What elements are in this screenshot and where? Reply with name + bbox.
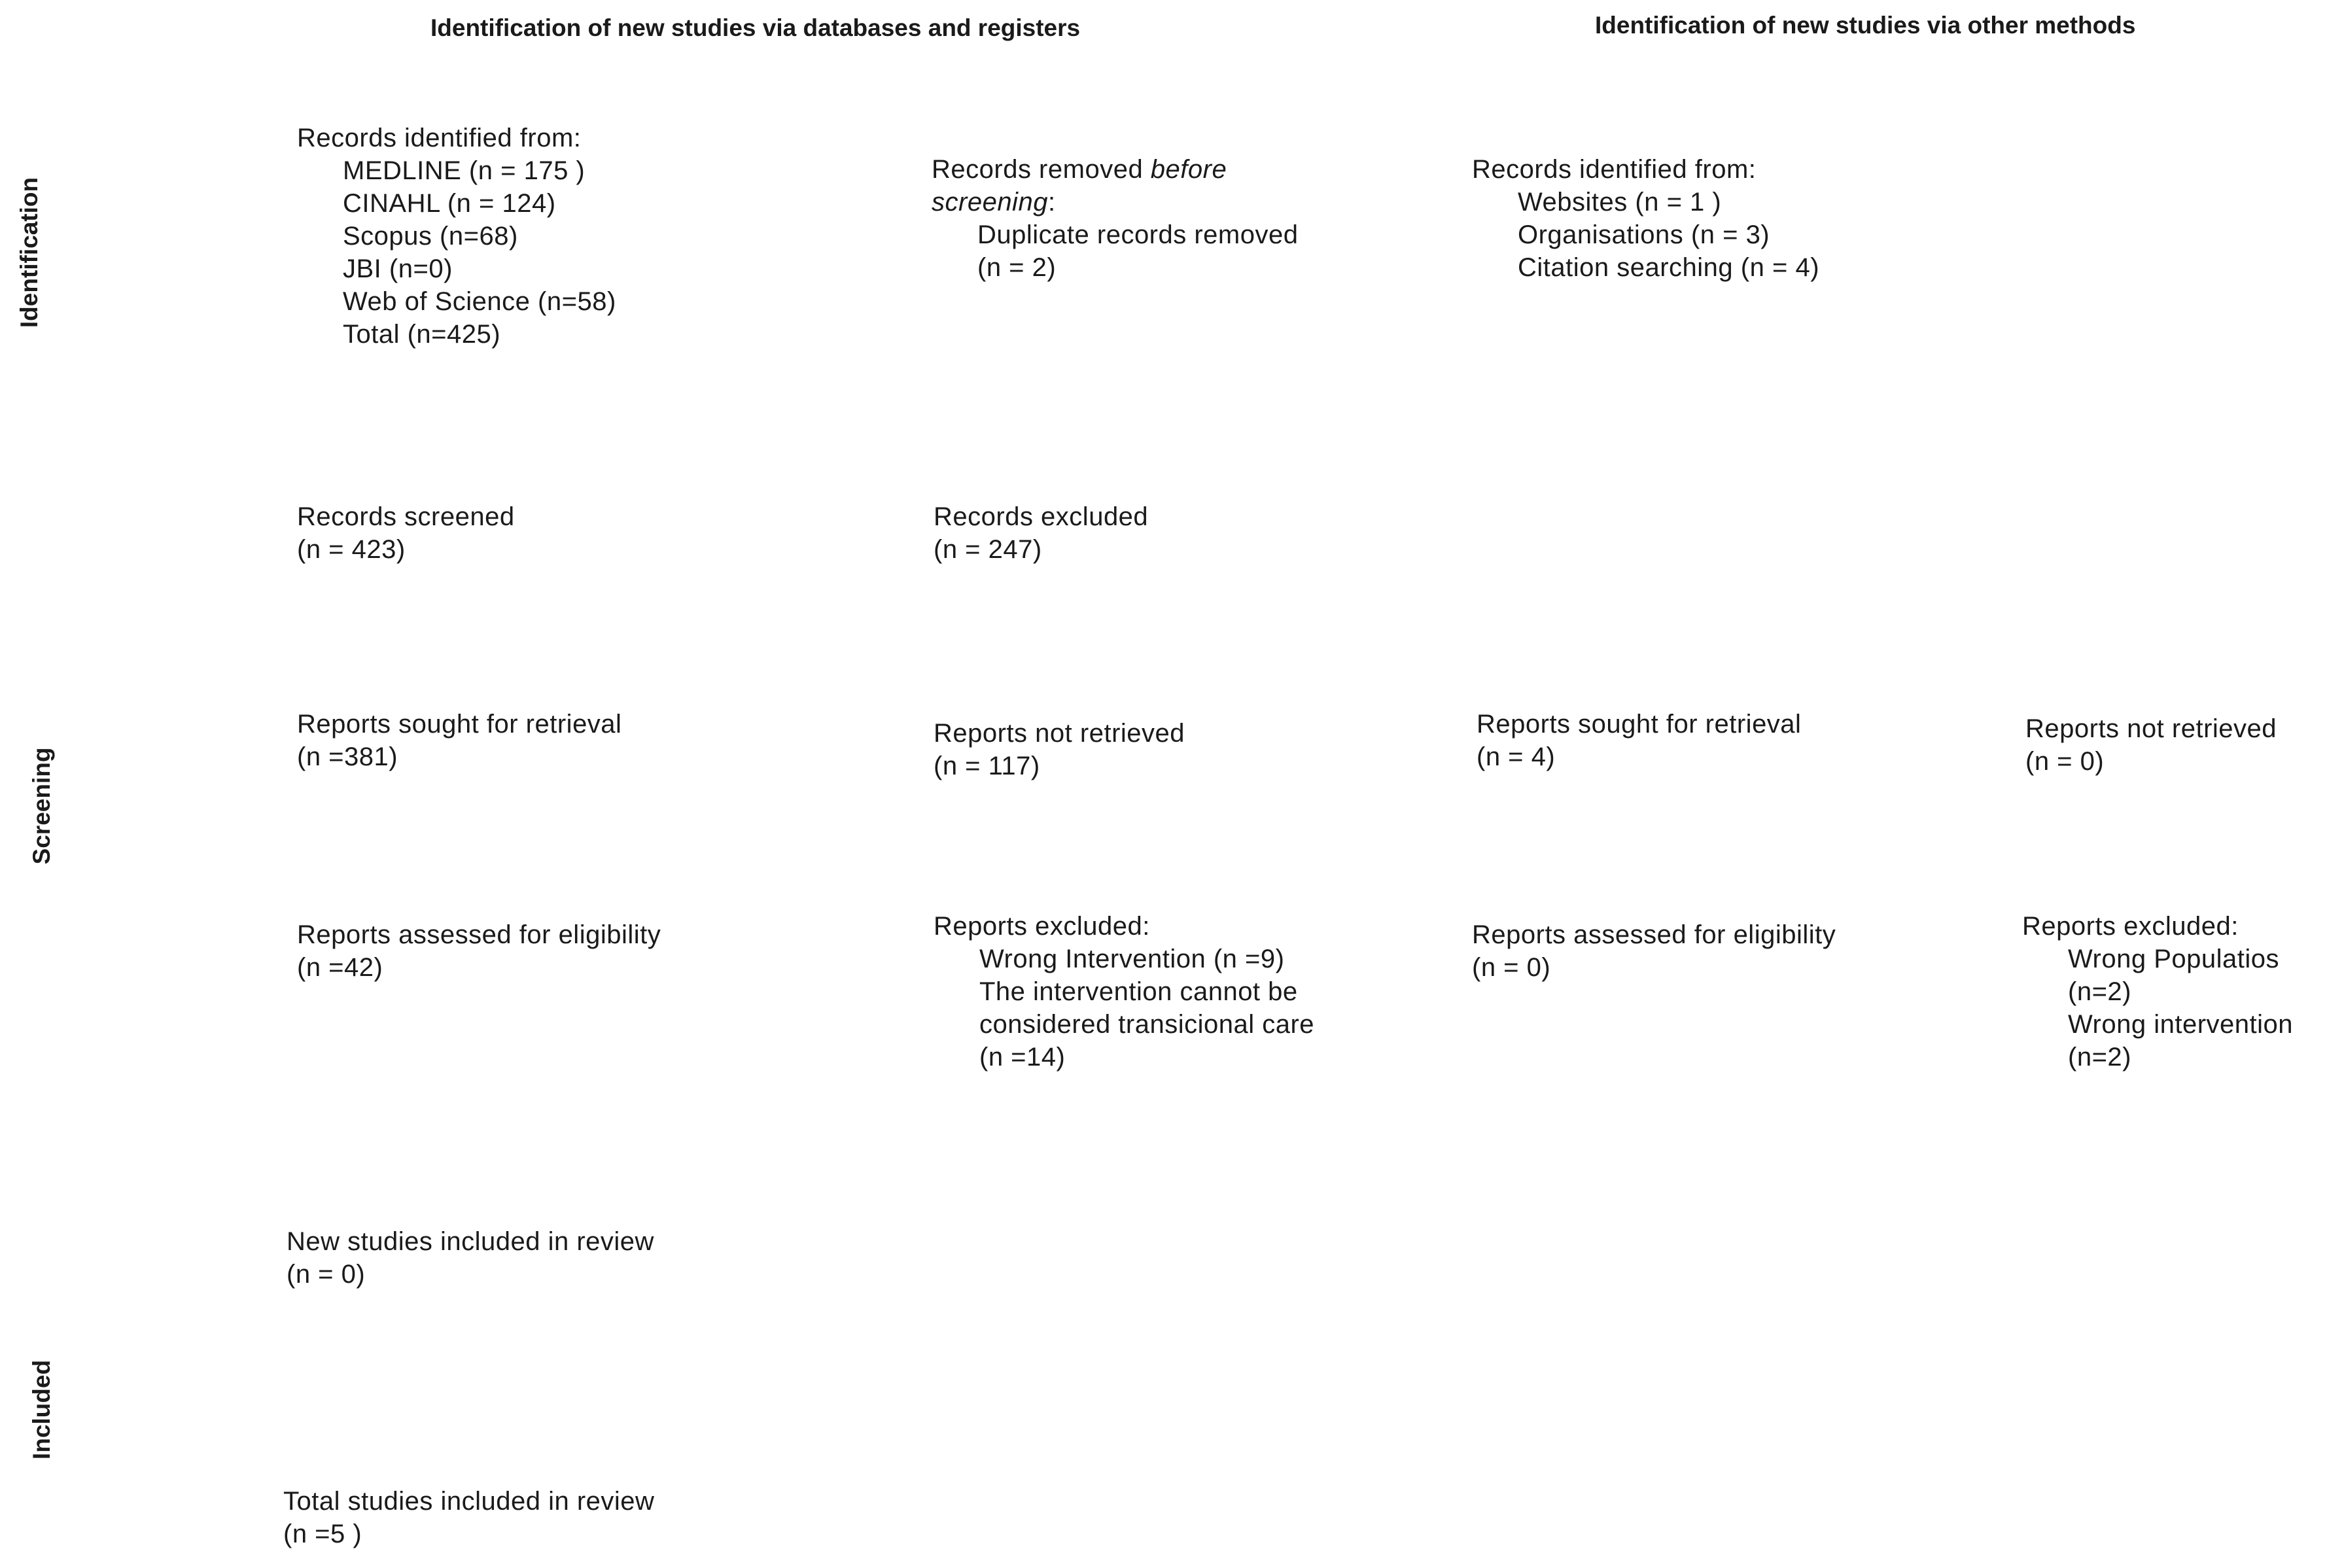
count: (n = 247) <box>934 535 1042 564</box>
db-records-screened <box>297 500 515 566</box>
title: Reports not retrieved <box>2025 714 2277 743</box>
total-studies-included <box>283 1485 654 1550</box>
item: Wrong Populatios <box>2068 945 2279 973</box>
title: Reports excluded: <box>934 912 1150 941</box>
item: Web of Science (n=58) <box>343 287 616 316</box>
title: Reports excluded: <box>2022 912 2239 941</box>
item: considered transicional care <box>979 1010 1315 1039</box>
db-records-removed <box>932 153 1299 284</box>
title-2 <box>932 186 1299 218</box>
db-reports-not-retrieved <box>934 717 1185 782</box>
count: (n = 117) <box>934 752 1040 780</box>
phase-identification: Identification <box>16 177 43 328</box>
db-records-excluded <box>934 500 1148 566</box>
phase-screening: Screening <box>28 747 55 865</box>
item: Duplicate records removed <box>977 220 1299 249</box>
item: (n=2) <box>2068 977 2131 1006</box>
db-records-identified <box>297 122 616 351</box>
title: Records screened <box>297 502 515 531</box>
item: Scopus (n=68) <box>343 222 518 251</box>
item: The intervention cannot be <box>979 977 1298 1006</box>
other-records-identified <box>1472 153 1819 284</box>
item: Wrong intervention <box>2068 1010 2293 1039</box>
count: (n = 0) <box>287 1260 366 1289</box>
title: New studies included in review <box>287 1227 654 1256</box>
new-studies-included <box>287 1225 654 1291</box>
t-em: before <box>1150 155 1227 184</box>
item: Total (n=425) <box>343 320 501 349</box>
title: Reports sought for retrieval <box>1477 710 1802 739</box>
title: Reports not retrieved <box>934 719 1185 748</box>
count: (n =42) <box>297 953 383 982</box>
title: Reports sought for retrieval <box>297 710 622 739</box>
t-b: screening <box>932 188 1048 217</box>
header-other-methods: Identification of new studies via other methods <box>1595 12 2136 39</box>
header-databases: Identification of new studies via databases and registers <box>430 14 1081 41</box>
item: Organisations (n = 3) <box>1518 220 1770 249</box>
title <box>932 153 1299 186</box>
item: JBI (n=0) <box>343 254 453 283</box>
count: (n =381) <box>297 742 398 771</box>
title: Records excluded <box>934 502 1149 531</box>
t-c: : <box>1047 188 1056 217</box>
title: Total studies included in review <box>283 1487 655 1516</box>
item: MEDLINE (n = 175 ) <box>343 156 586 185</box>
item: (n = 2) <box>977 253 1057 282</box>
t-a: Records removed <box>932 155 1151 184</box>
count: (n = 423) <box>297 535 406 564</box>
other-reports-sought <box>1477 708 1801 773</box>
title: Reports assessed for eligibility <box>297 920 661 949</box>
title: Records identified from: <box>1472 155 1757 184</box>
item: Websites (n = 1 ) <box>1518 188 1722 217</box>
item: Wrong Intervention (n =9) <box>979 945 1285 973</box>
db-reports-sought <box>297 708 621 773</box>
count: (n = 4) <box>1477 742 1556 771</box>
title: Records identified from: <box>297 124 582 152</box>
item: (n=2) <box>2068 1043 2131 1071</box>
other-reports-excluded <box>2022 910 2293 1073</box>
count: (n = 0) <box>1472 953 1551 982</box>
other-reports-not-retrieved <box>2025 712 2277 778</box>
db-reports-excluded <box>934 910 1314 1073</box>
item: Citation searching (n = 4) <box>1518 253 1820 282</box>
count: (n = 0) <box>2025 747 2105 776</box>
db-reports-assessed <box>297 918 661 984</box>
phase-included: Included <box>28 1359 55 1460</box>
item: (n =14) <box>979 1043 1066 1071</box>
count: (n =5 ) <box>283 1520 362 1548</box>
item: CINAHL (n = 124) <box>343 189 556 218</box>
other-reports-assessed <box>1472 918 1836 984</box>
title: Reports assessed for eligibility <box>1472 920 1836 949</box>
